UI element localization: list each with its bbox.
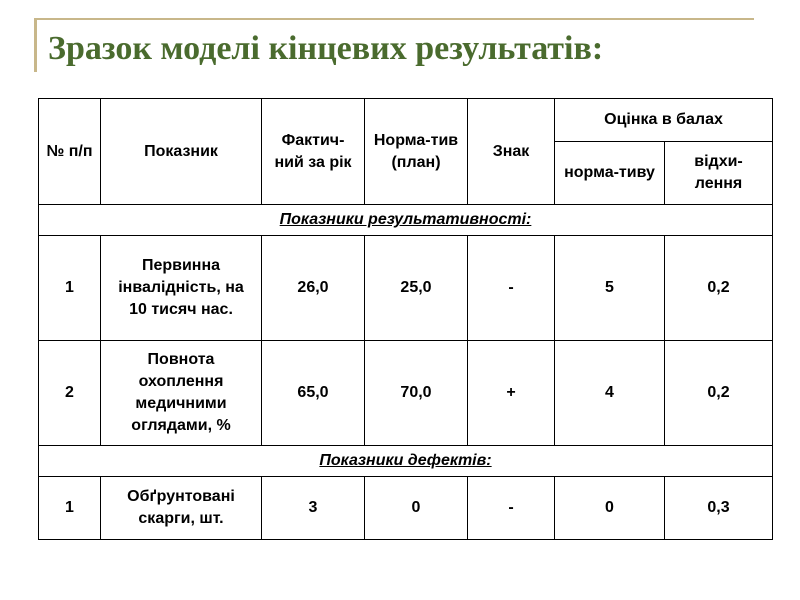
results-model-table [38,98,773,540]
row-score-deviation: 0,3 [665,477,773,540]
row-actual: 3 [262,477,365,540]
row-indicator: Обґрунтовані скарги, шт. [101,477,262,540]
table-row [39,341,773,446]
table-row [39,477,773,540]
header-number: № п/п [39,99,101,205]
row-norm: 25,0 [365,236,468,341]
row-sign: + [468,341,555,446]
row-score-norm: 5 [555,236,665,341]
header-score-group: Оцінка в балах [555,99,773,142]
decorative-top-rule [34,18,754,20]
table-row [39,236,773,341]
row-score-norm: 4 [555,341,665,446]
row-actual: 26,0 [262,236,365,341]
row-number: 1 [39,236,101,341]
row-score-deviation: 0,2 [665,236,773,341]
row-indicator: Первинна інвалідність, на 10 тисяч нас. [101,236,262,341]
row-number: 2 [39,341,101,446]
header-score-norm: норма-тиву [555,142,665,205]
row-score-deviation: 0,2 [665,341,773,446]
row-norm: 70,0 [365,341,468,446]
header-actual: Фактич-ний за рік [262,99,365,205]
header-norm: Норма-тив (план) [365,99,468,205]
row-score-norm: 0 [555,477,665,540]
row-sign: - [468,477,555,540]
header-sign: Знак [468,99,555,205]
section-title-defects: Показники дефектів: [39,446,773,477]
row-number: 1 [39,477,101,540]
decorative-left-rule [34,18,37,72]
header-score-deviation: відхи-лення [665,142,773,205]
row-sign: - [468,236,555,341]
row-norm: 0 [365,477,468,540]
header-indicator: Показник [101,99,262,205]
row-actual: 65,0 [262,341,365,446]
slide-title: Зразок моделі кінцевих результатів: [48,30,604,67]
section-title-performance: Показники результативності: [39,205,773,236]
row-indicator: Повнота охоплення медичними оглядами, % [101,341,262,446]
